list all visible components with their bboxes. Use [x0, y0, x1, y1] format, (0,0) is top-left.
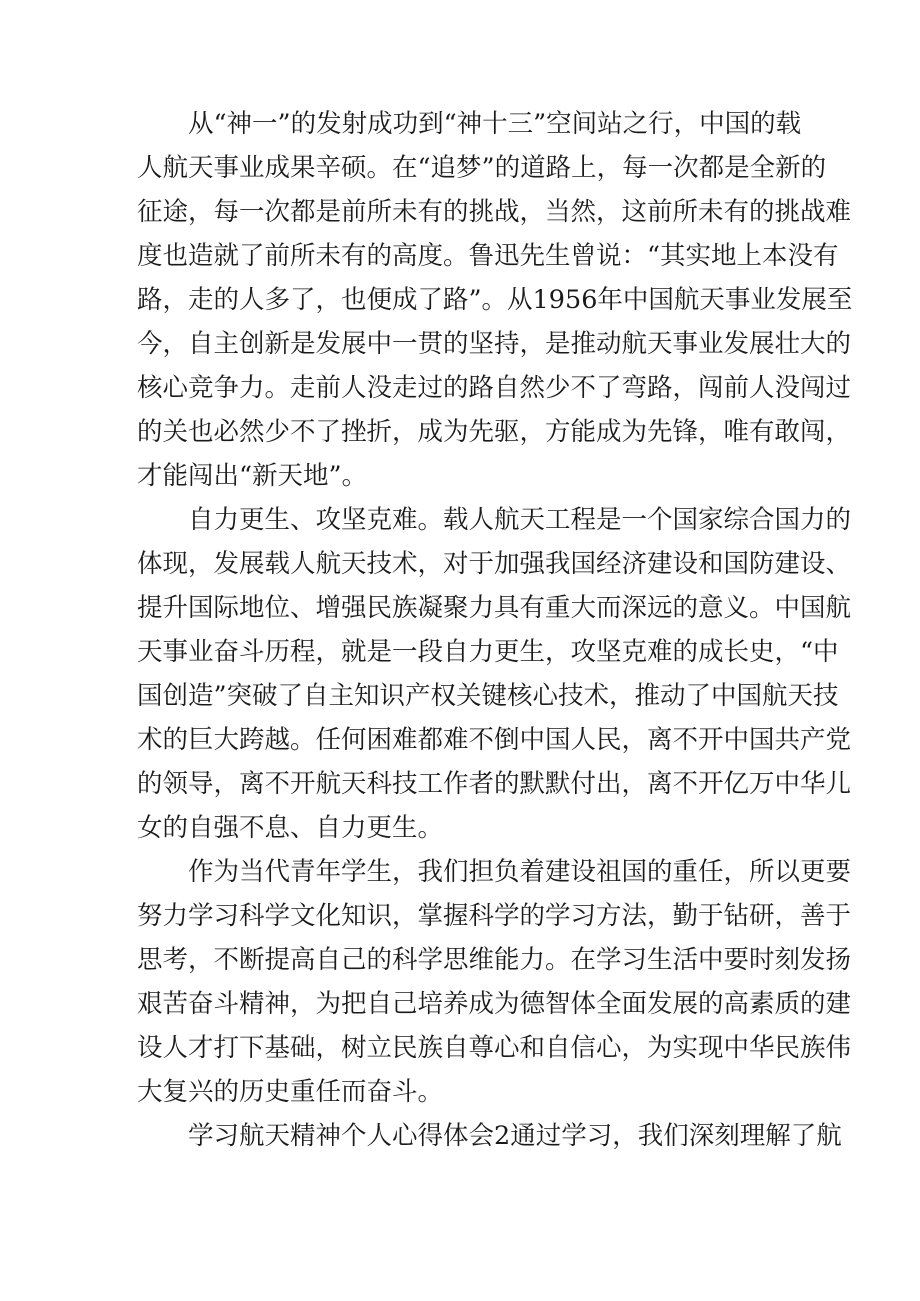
paragraph	[137, 850, 852, 1114]
paragraph-line: 核心竞争力。走前人没走过的路自然少不了弯路，闯前人没闯过	[137, 373, 852, 403]
paragraph-line: 从“神一”的发射成功到“神十三”空间站之行，中国的载	[188, 109, 802, 139]
paragraph-line: 的关也必然少不了挫折，成为先驱，方能成为先锋，唯有敢闯，	[137, 417, 852, 447]
paragraph-line: 作为当代青年学生，我们担负着建设祖国的重任，所以更要	[188, 857, 852, 887]
paragraph-line: 今，自主创新是发展中一贯的坚持，是推动航天事业发展壮大的	[137, 329, 852, 359]
paragraph-line: 路，走的人多了，也便成了路”。从1956年中国航天事业发展至	[137, 285, 853, 315]
paragraph-line: 努力学习科学文化知识，掌握科学的学习方法，勤于钻研，善于	[137, 901, 852, 931]
paragraph-line: 体现，发展载人航天技术，对于加强我国经济建设和国防建设、	[137, 549, 852, 579]
paragraph-line: 思考，不断提高自己的科学思维能力。在学习生活中要时刻发扬	[137, 945, 852, 975]
paragraph-line: 征途，每一次都是前所未有的挑战，当然，这前所未有的挑战难	[137, 197, 852, 227]
paragraph-line: 设人才打下基础，树立民族自尊心和自信心，为实现中华民族伟	[137, 1033, 852, 1063]
paragraph-line: 的领导，离不开航天科技工作者的默默付出，离不开亿万中华儿	[137, 769, 852, 799]
paragraph-line: 艰苦奋斗精神，为把自己培养成为德智体全面发展的高素质的建	[137, 989, 852, 1019]
paragraph-line: 人航天事业成果辛硕。在“追梦”的道路上，每一次都是全新的	[137, 153, 827, 183]
paragraph	[137, 1114, 842, 1158]
paragraph-line: 度也造就了前所未有的高度。鲁迅先生曾说：“其实地上本没有	[137, 241, 839, 271]
paragraph-line: 大复兴的历史重任而奋斗。	[137, 1077, 444, 1107]
paragraph	[137, 498, 852, 850]
paragraph-line: 国创造”突破了自主知识产权关键核心技术，推动了中国航天技	[137, 681, 839, 711]
paragraph-line: 天事业奋斗历程，就是一段自力更生，攻坚克难的成长史，“中	[137, 637, 839, 667]
paragraph-line: 自力更生、攻坚克难。载人航天工程是一个国家综合国力的	[188, 505, 852, 535]
paragraph-line: 学习航天精神个人心得体会2通过学习，我们深刻理解了航	[188, 1121, 842, 1151]
paragraph-line: 女的自强不息、自力更生。	[137, 813, 444, 843]
paragraph	[137, 102, 853, 498]
paragraph-line: 提升国际地位、增强民族凝聚力具有重大而深远的意义。中国航	[137, 593, 852, 623]
paragraph-line: 术的巨大跨越。任何困难都难不倒中国人民，离不开中国共产党	[137, 725, 852, 755]
paragraph-line: 才能闯出“新天地”。	[137, 461, 368, 491]
document-body	[137, 102, 853, 1158]
